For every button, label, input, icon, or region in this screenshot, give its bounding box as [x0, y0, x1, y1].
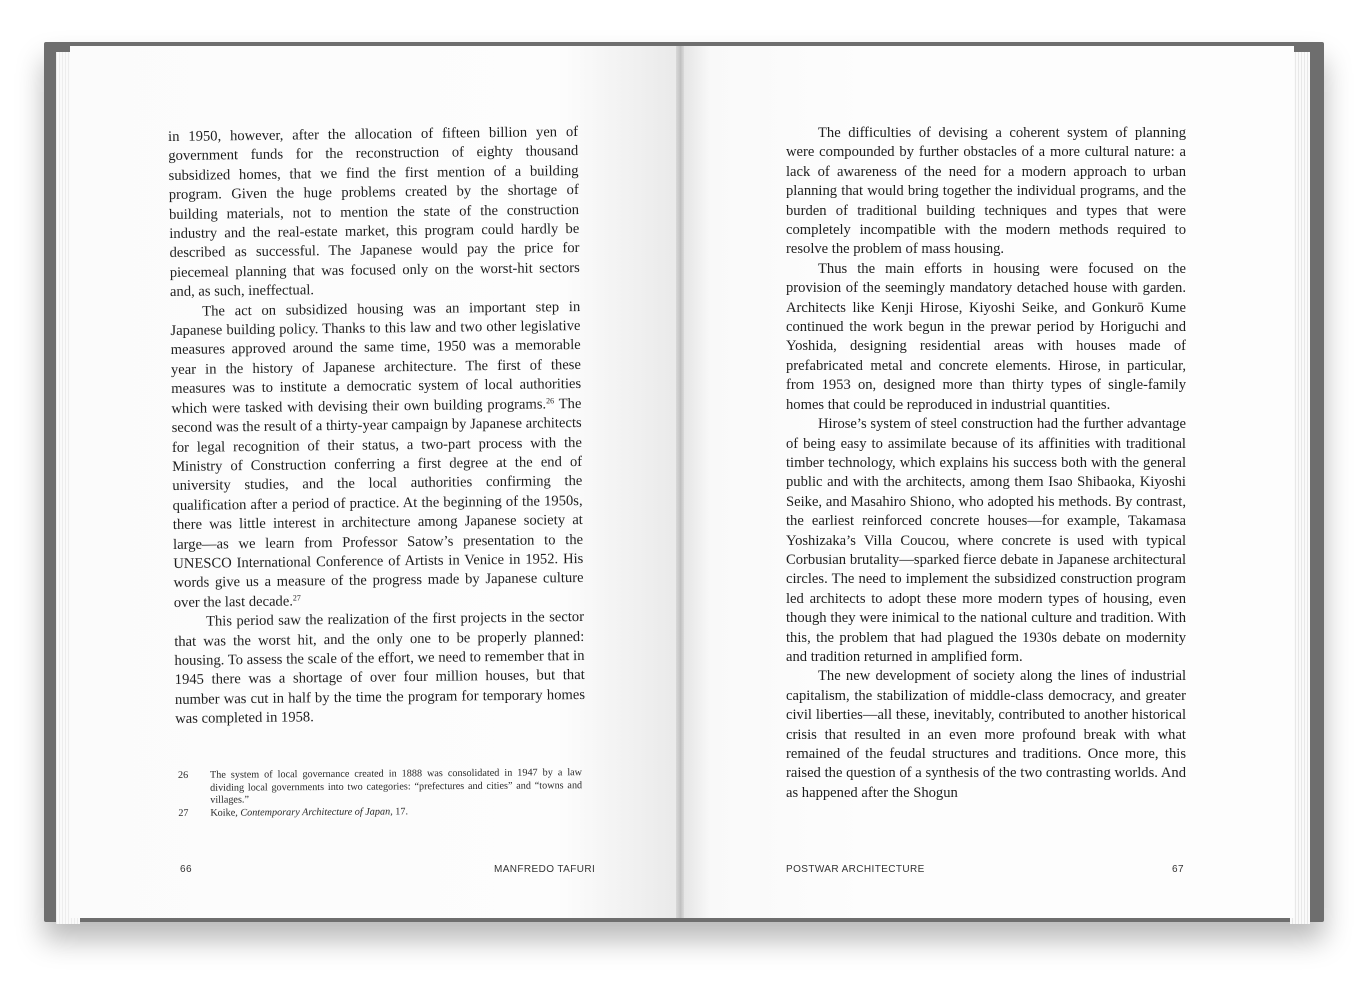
- left-paragraph-2: [170, 298, 584, 613]
- footnote-number: 27: [178, 807, 189, 819]
- right-running-head: POSTWAR ARCHITECTURE: [786, 864, 925, 875]
- footnote-ref-27: 27: [292, 593, 301, 603]
- footnote-26: [178, 767, 582, 808]
- right-paragraph-3: Hirose’s system of steel construction had the further advantage of being easy to assimilate because of its affinities with traditional timber technology, which explains his success both with the general public and with the architects, among them Isao Shibaoka, Kiyoshi Seike, and Masahiro Shiono, who adopted his methods. By contrast, the earliest reinforced concrete houses—for example, Takamasa Yoshizaka’s Villa Coucou, where concrete is used with typical Corbusian brutality—sparked fierce debate in Japanese architectural circles. The need to implement the subsidized construction program led architects to adopt these more modern types of housing, even though they were inimical to the national culture and tradition. With this, the problem that had plagued the 1930s debate on modernity and tradition returned in amplified form.: [786, 416, 1186, 665]
- right-paragraph-1: The difficulties of devising a coherent system of planning were compounded by further obstacles of a more cultural nature: a lack of awareness of the need for a modern approach to urban planning that would bring together the individual programs, and the burden of traditional building techniques and types that were completely incompatible with the modern methods required to resolve the problem of mass housing.: [786, 125, 1186, 258]
- left-paragraph-3: This period saw the realization of the first projects in the sector that was the worst hit, and the only one to be properly planned: housing. To assess the scale of the effort, we need to remember that in 1945 there was a shortage of over four million houses, but that number was cut in half by the time the program for temporary homes was completed in 1958.: [174, 609, 586, 728]
- left-page-number: 66: [180, 864, 192, 875]
- left-paragraph-1: in 1950, however, after the allocation of fifteen billion yen of government funds for the reconstruction of eighty thousand subsidized homes, that we find the first mention of a building program. Given the huge problems created by the shortage of building materials, not to mention the state of the construction industry and the real-estate market, this program could hardly be described as successful. The Japanese would pay the price for piecemeal planning that was focused only on the worst-hit sectors and, as such, ineffectual.: [168, 123, 580, 301]
- left-running-head: MANFREDO TAFURI: [494, 864, 596, 875]
- left-paragraph-2-part-2: The second was the result of a thirty-year campaign by Japanese architects for legal recognition of their status, a two-part process with the Ministry of Construction conferring a first degree at the end of university studies, and the local authorities confirming the qualification after a period of practice. At the beginning of the 1950s, there was little interest in architecture among Japanese society at large—as we learn from Professor Satow’s presentation to the UNESCO International Conference of Artists in Venice in 1952. His words give us a measure of the progress made by Japanese culture over the last decade.: [171, 395, 584, 611]
- footnote-text: The system of local governance created in 1888 was consolidated in 1947 by a law dividing local governments into two categories: “prefectures and cities” and “towns and villages.”: [209, 767, 583, 806]
- footnote-number: 26: [178, 769, 189, 781]
- right-page-number: 67: [1172, 864, 1184, 875]
- footnote-ref-26: 26: [546, 395, 555, 406]
- left-page-body: [168, 123, 585, 730]
- left-paragraph-2-part-1: The act on subsidized housing was an important step in Japanese building policy. Thanks to this law and two other legislative measures approved around the same time, 1950 was a memorable year in the history of Japanese architecture. The first of these measures was to institute a democratic system of local authorities which were tasked with devising their own building programs.: [170, 298, 582, 417]
- footnotes: [178, 767, 582, 820]
- right-paragraph-4: The new development of society along the lines of industrial capitalism, the stabilization of middle-class democracy, and greater civil liberties—all these, inevitably, contributed to another historical crisis that resulted in an even more profound break with what remained of the feudal structures and traditions. Once more, this raised the question of a synthesis of the two contrasting worlds. And as happened after the Shogun: [786, 668, 1186, 801]
- footnote-text-after: , 17.: [390, 806, 409, 818]
- right-page-body: [786, 124, 1186, 803]
- footnote-text: [210, 805, 582, 820]
- footnote-text-before: Koike,: [210, 807, 241, 819]
- right-paragraph-2: Thus the main efforts in housing were focused on the provision of the seemingly mandatory detached house with garden. Architects like Kenji Hirose, Kiyoshi Seike, and Gonkurō Kume continued the work begun in the prewar period by Horiguchi and Yoshida, designing residential areas with houses made of prefabricated metal and concrete elements. Hirose, in particular, from 1953 on, designed more than thirty types of single-family homes that could be reproduced in industrial quantities.: [786, 260, 1186, 413]
- book-gutter: [676, 46, 684, 918]
- footnote-book-title: Contemporary Architecture of Japan: [240, 806, 391, 819]
